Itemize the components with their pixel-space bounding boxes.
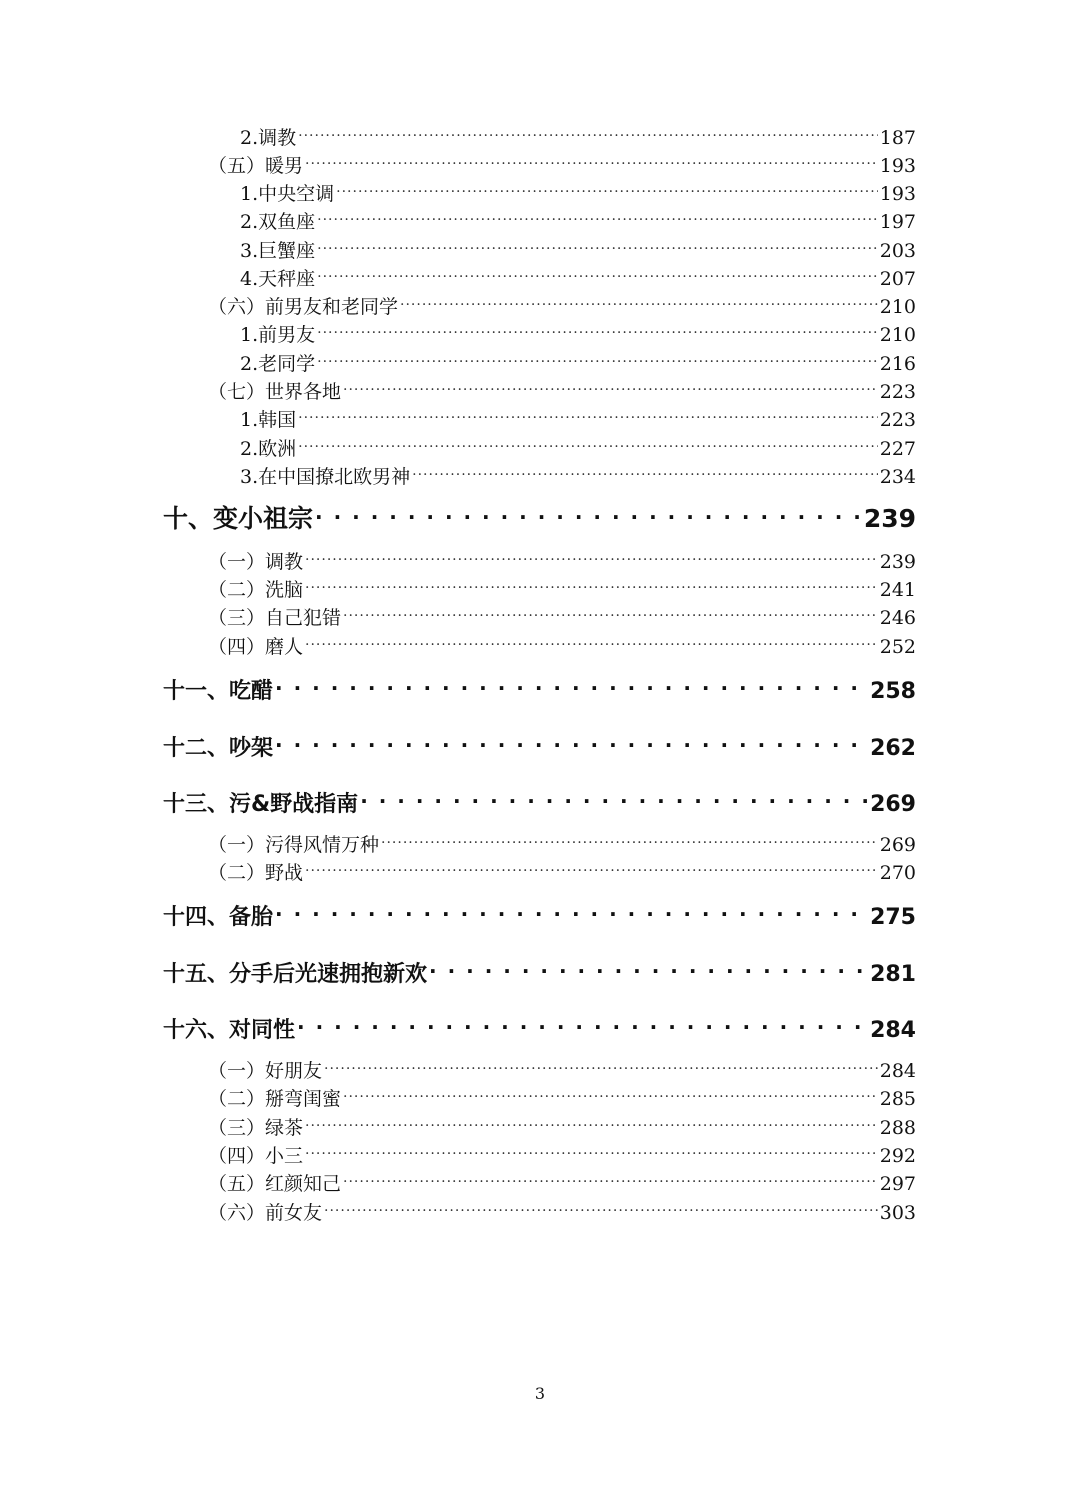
toc-entry-title: （三）绿茶 [208, 1117, 304, 1139]
toc-section-entry [208, 1108, 916, 1139]
toc-chapter-entry [163, 894, 916, 930]
toc-entry-page-number: 252 [879, 636, 916, 658]
dot-leader [305, 853, 878, 879]
toc-entry-page-number: 210 [879, 296, 916, 318]
toc-entry-page-number: 246 [879, 607, 916, 629]
toc-section-entry [208, 146, 916, 177]
toc-entry-title: （四）小三 [208, 1145, 304, 1167]
dot-leader [297, 1007, 868, 1037]
dot-leader [317, 315, 878, 341]
toc-section-entry [240, 118, 916, 149]
toc-entry-title: 十、变小祖宗 [163, 504, 314, 533]
dot-leader [305, 1108, 878, 1134]
toc-entry-page-number: 241 [879, 579, 916, 601]
dot-leader [400, 287, 878, 313]
toc-entry-page-number: 269 [870, 792, 916, 817]
toc-section-entry [240, 429, 916, 460]
toc-section-entry [240, 231, 916, 262]
toc-entry-title: 1.前男友 [240, 324, 316, 346]
toc-entry-title: （七）世界各地 [208, 381, 342, 403]
toc-entry-title: 十一、吃醋 [163, 679, 274, 704]
toc-entry-title: 十五、分手后光速拥抱新欢 [163, 962, 428, 987]
toc-entry-page-number: 285 [879, 1088, 916, 1110]
toc-entry-title: 4.天秤座 [240, 268, 316, 290]
toc-section-entry [208, 1079, 916, 1110]
toc-section-entry [208, 1136, 916, 1167]
toc-entry-title: 2.欧洲 [240, 438, 297, 460]
dot-leader [317, 231, 878, 257]
toc-entry-page-number: 258 [870, 679, 916, 704]
toc-entry-page-number: 239 [863, 504, 916, 533]
dot-leader [324, 1051, 878, 1077]
toc-section-entry [240, 174, 916, 205]
dot-leader [343, 372, 878, 398]
toc-entry-page-number: 193 [879, 183, 916, 205]
dot-leader [305, 542, 878, 568]
dot-leader [317, 202, 878, 228]
toc-chapter-entry [163, 668, 916, 704]
dot-leader [343, 598, 878, 624]
toc-entry-page-number: 223 [879, 409, 916, 431]
dot-leader [298, 118, 878, 144]
toc-section-entry [208, 627, 916, 658]
dot-leader [305, 1136, 878, 1162]
toc-entry-page-number: 193 [879, 155, 916, 177]
toc-section-entry [240, 315, 916, 346]
dot-leader [360, 781, 868, 811]
toc-entry-title: （六）前女友 [208, 1202, 323, 1224]
toc-entry-page-number: 227 [879, 438, 916, 460]
dot-leader [275, 668, 868, 698]
dot-leader [275, 725, 868, 755]
toc-section-entry [208, 1193, 916, 1224]
toc-chapter-entry [163, 951, 916, 987]
toc-section-entry [240, 457, 916, 488]
toc-entry-page-number: 187 [879, 127, 916, 149]
toc-entry-page-number: 297 [879, 1173, 916, 1195]
toc-entry-page-number: 303 [879, 1202, 916, 1224]
toc-section-entry [208, 853, 916, 884]
toc-entry-title: 十三、污&野战指南 [163, 792, 359, 817]
toc-entry-page-number: 223 [879, 381, 916, 403]
toc-entry-title: 2.调教 [240, 127, 297, 149]
toc-section-entry [208, 1164, 916, 1195]
toc-entry-title: （五）红颜知己 [208, 1173, 342, 1195]
toc-entry-page-number: 284 [879, 1060, 916, 1082]
dot-leader [317, 259, 878, 285]
toc-entry-page-number: 210 [879, 324, 916, 346]
toc-entry-page-number: 207 [879, 268, 916, 290]
toc-entry-title: （三）自己犯错 [208, 607, 342, 629]
toc-section-entry [208, 598, 916, 629]
toc-entry-page-number: 270 [879, 862, 916, 884]
dot-leader [275, 894, 868, 924]
dot-leader [317, 344, 878, 370]
toc-entry-page-number: 288 [879, 1117, 916, 1139]
toc-entry-title: （一）调教 [208, 551, 304, 573]
toc-entry-page-number: 197 [879, 211, 916, 233]
toc-entry-page-number: 275 [870, 905, 916, 930]
dot-leader [315, 497, 862, 527]
dot-leader [298, 429, 878, 455]
toc-entry-page-number: 203 [879, 240, 916, 262]
dot-leader [298, 400, 878, 426]
dot-leader [336, 174, 878, 200]
toc-entry-page-number: 281 [870, 962, 916, 987]
toc-section-entry [240, 400, 916, 431]
toc-section-entry [240, 202, 916, 233]
toc-entry-title: （二）洗脑 [208, 579, 304, 601]
dot-leader [429, 951, 868, 981]
dot-leader [343, 1079, 878, 1105]
toc-chapter-entry [163, 497, 916, 533]
toc-entry-title: （五）暖男 [208, 155, 304, 177]
toc-entry-title: 2.老同学 [240, 353, 316, 375]
toc-section-entry [208, 825, 916, 856]
toc-entry-page-number: 284 [870, 1018, 916, 1043]
page-number: 3 [534, 1384, 546, 1403]
dot-leader [305, 627, 878, 653]
toc-entry-title: （二）掰弯闺蜜 [208, 1088, 342, 1110]
toc-entry-title: 1.韩国 [240, 409, 297, 431]
toc-entry-title: 1.中央空调 [240, 183, 335, 205]
dot-leader [305, 146, 878, 172]
toc-entry-page-number: 269 [879, 834, 916, 856]
dot-leader [381, 825, 878, 851]
toc-entry-page-number: 262 [870, 736, 916, 761]
toc-section-entry [208, 287, 916, 318]
toc-entry-title: 2.双鱼座 [240, 211, 316, 233]
toc-entry-title: 十六、对同性 [163, 1018, 296, 1043]
toc-entry-title: 3.巨蟹座 [240, 240, 316, 262]
toc-section-entry [240, 344, 916, 375]
toc-chapter-entry [163, 1007, 916, 1043]
dot-leader [324, 1193, 878, 1219]
toc-entry-title: 十二、吵架 [163, 736, 274, 761]
toc-section-entry [208, 570, 916, 601]
toc-entry-title: （二）野战 [208, 862, 304, 884]
toc-entry-page-number: 292 [879, 1145, 916, 1167]
toc-chapter-entry [163, 725, 916, 761]
dot-leader [343, 1164, 878, 1190]
toc-entry-title: （六）前男友和老同学 [208, 296, 399, 318]
toc-entry-title: （一）好朋友 [208, 1060, 323, 1082]
toc-entry-title: 十四、备胎 [163, 905, 274, 930]
toc-entry-page-number: 216 [879, 353, 916, 375]
toc-entry-title: 3.在中国撩北欧男神 [240, 466, 411, 488]
dot-leader [412, 457, 878, 483]
toc-section-entry [208, 1051, 916, 1082]
toc-chapter-entry [163, 781, 916, 817]
toc-section-entry [240, 259, 916, 290]
toc-entry-title: （四）磨人 [208, 636, 304, 658]
toc-entry-page-number: 234 [879, 466, 916, 488]
toc-section-entry [208, 542, 916, 573]
toc-entry-title: （一）污得风情万种 [208, 834, 380, 856]
toc-section-entry [208, 372, 916, 403]
dot-leader [305, 570, 878, 596]
toc-entry-page-number: 239 [879, 551, 916, 573]
